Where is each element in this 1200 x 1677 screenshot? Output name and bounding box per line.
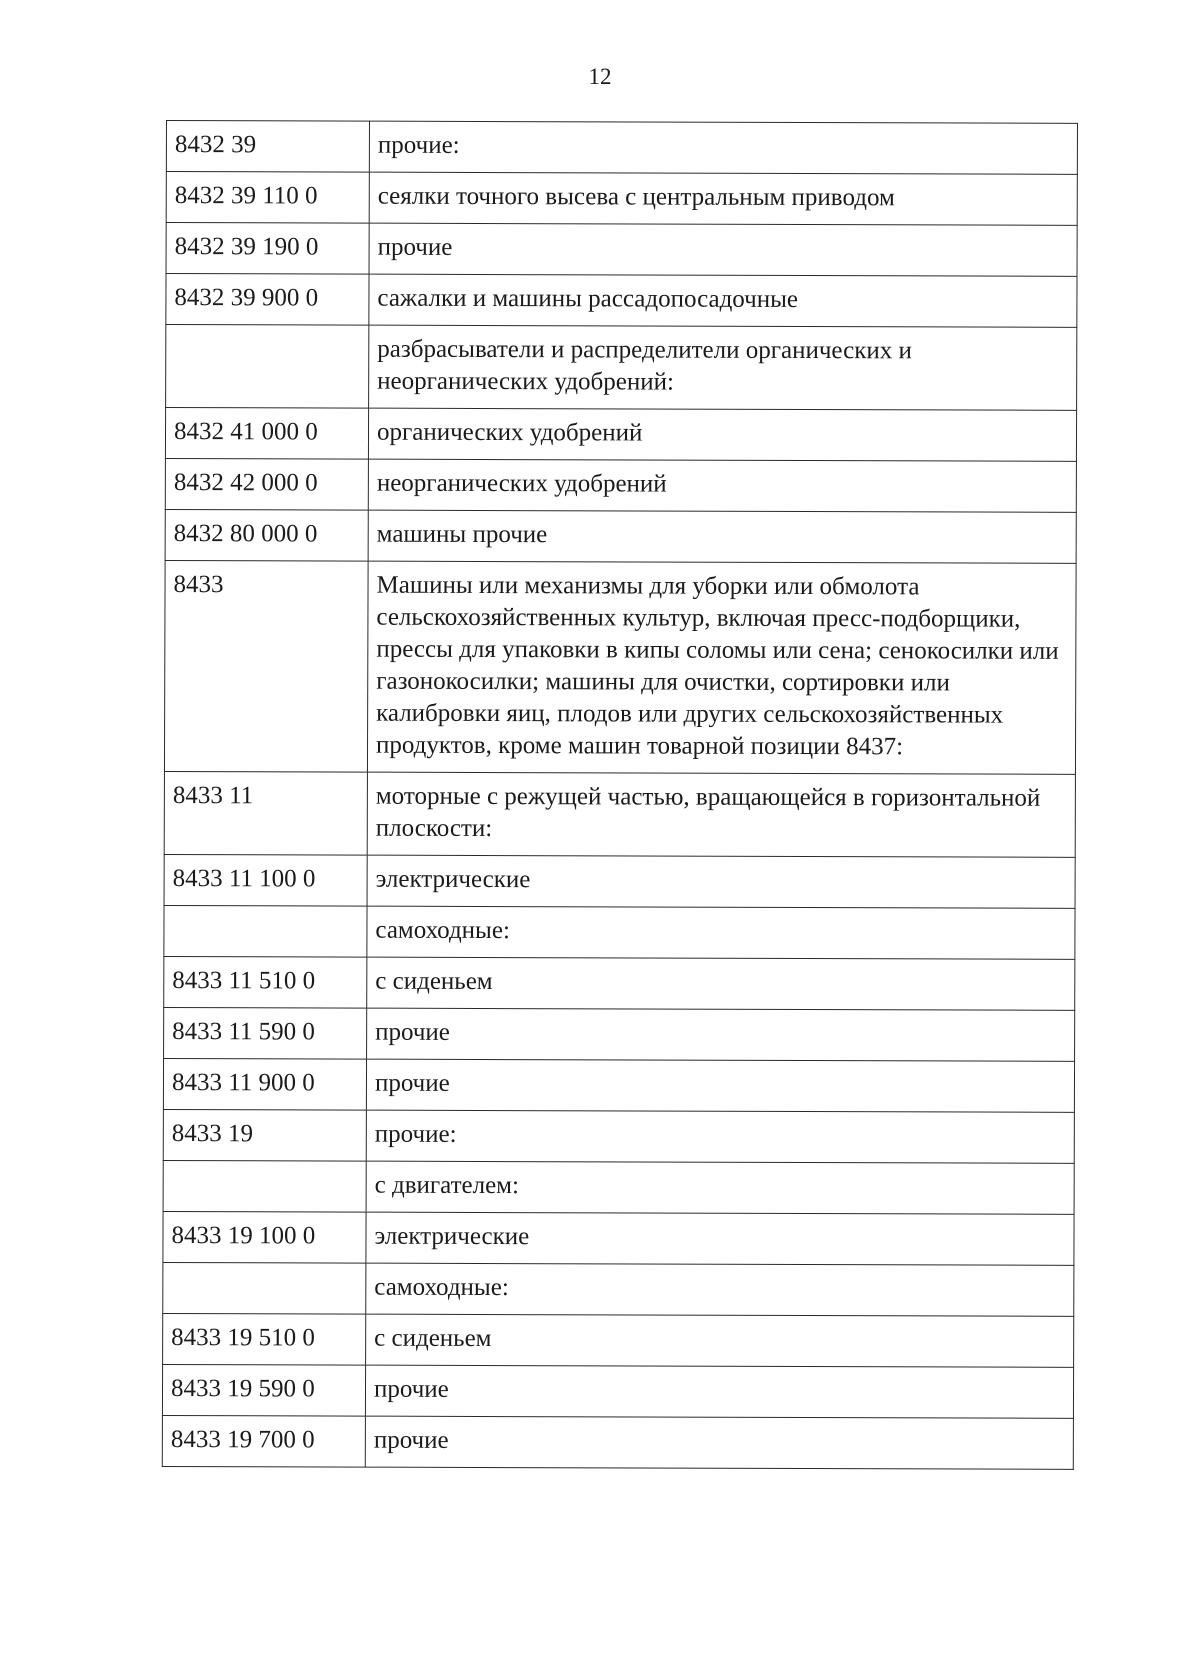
code-cell: 8432 39 190 0 — [166, 223, 369, 275]
table-row — [164, 905, 1075, 959]
code-cell: 8433 11 900 0 — [163, 1058, 366, 1110]
table-row — [166, 223, 1077, 277]
table-row — [164, 1007, 1075, 1061]
table-row — [163, 1160, 1074, 1214]
table-row — [165, 509, 1076, 563]
table-row — [164, 854, 1075, 908]
code-cell — [163, 1160, 366, 1212]
table-row — [163, 1211, 1074, 1265]
description-cell: моторные с режущей частью, вращающейся в горизонтальной плоскости: — [367, 772, 1075, 857]
table-row — [164, 956, 1075, 1010]
description-cell: с сиденьем — [367, 957, 1075, 1010]
table-row — [165, 408, 1076, 462]
table-row — [163, 1109, 1074, 1163]
description-cell: разбрасыватели и распределители органических и неорганических удобрений: — [369, 325, 1077, 410]
description-cell: сеялки точного высева с центральным приводом — [369, 172, 1077, 225]
code-cell: 8433 19 590 0 — [162, 1364, 365, 1416]
description-cell: прочие: — [369, 121, 1077, 174]
code-cell: 8433 11 510 0 — [164, 956, 367, 1008]
code-cell: 8433 11 100 0 — [164, 854, 367, 906]
table-row — [162, 1415, 1073, 1469]
code-cell: 8432 42 000 0 — [165, 458, 368, 510]
description-cell: электрические — [366, 1212, 1074, 1265]
code-cell: 8432 39 900 0 — [166, 274, 369, 326]
code-cell: 8433 — [164, 560, 368, 772]
code-cell: 8432 80 000 0 — [165, 509, 368, 561]
table-row — [163, 1058, 1074, 1112]
description-cell: самоходные: — [367, 906, 1075, 959]
code-cell: 8433 19 100 0 — [163, 1211, 366, 1263]
table-row — [163, 1313, 1074, 1367]
description-cell: прочие: — [366, 1110, 1074, 1163]
table-row — [166, 121, 1077, 175]
description-cell: сажалки и машины рассадопосадочные — [369, 274, 1077, 327]
code-cell: 8433 11 590 0 — [164, 1007, 367, 1059]
code-cell — [166, 325, 369, 409]
code-cell: 8433 19 700 0 — [162, 1415, 365, 1467]
table-row — [165, 458, 1076, 512]
code-cell: 8433 11 — [164, 771, 367, 855]
table-row — [166, 172, 1077, 226]
description-cell: неорганических удобрений — [368, 459, 1076, 512]
table-row — [164, 771, 1075, 857]
description-cell: прочие — [365, 1416, 1073, 1469]
table-row — [162, 1364, 1073, 1418]
code-cell — [164, 905, 367, 957]
page-number: 12 — [588, 64, 612, 89]
code-cell: 8432 39 110 0 — [166, 172, 369, 224]
description-cell: машины прочие — [368, 510, 1076, 563]
description-cell: самоходные: — [366, 1263, 1074, 1316]
description-cell: Машины или механизмы для уборки или обмолота сельскохозяйственных культур, включая пресс-подборщики, прессы для упаковки в кипы соломы или сена; сенокосилки или газонокосилки; машины для очистки, сортировки или калибровки яиц, плодов или других сельскохозяйственных продуктов, кроме машин товарной позиции 8437: — [367, 561, 1076, 774]
table-row — [164, 560, 1076, 774]
table-row — [163, 1262, 1074, 1316]
tariff-code-table — [162, 120, 1078, 1470]
code-cell — [163, 1262, 366, 1314]
code-cell: 8432 41 000 0 — [165, 408, 368, 460]
code-cell: 8433 19 510 0 — [163, 1313, 366, 1365]
code-cell: 8432 39 — [166, 121, 369, 173]
description-cell: прочие — [367, 1008, 1075, 1061]
description-cell: электрические — [367, 855, 1075, 908]
table-row — [166, 274, 1077, 328]
description-cell: прочие — [369, 223, 1077, 276]
description-cell: прочие — [366, 1059, 1074, 1112]
description-cell: прочие — [365, 1365, 1073, 1418]
description-cell: с сиденьем — [366, 1314, 1074, 1367]
description-cell: органических удобрений — [368, 408, 1076, 461]
code-cell: 8433 19 — [163, 1109, 366, 1161]
table-row — [166, 325, 1077, 411]
description-cell: с двигателем: — [366, 1161, 1074, 1214]
